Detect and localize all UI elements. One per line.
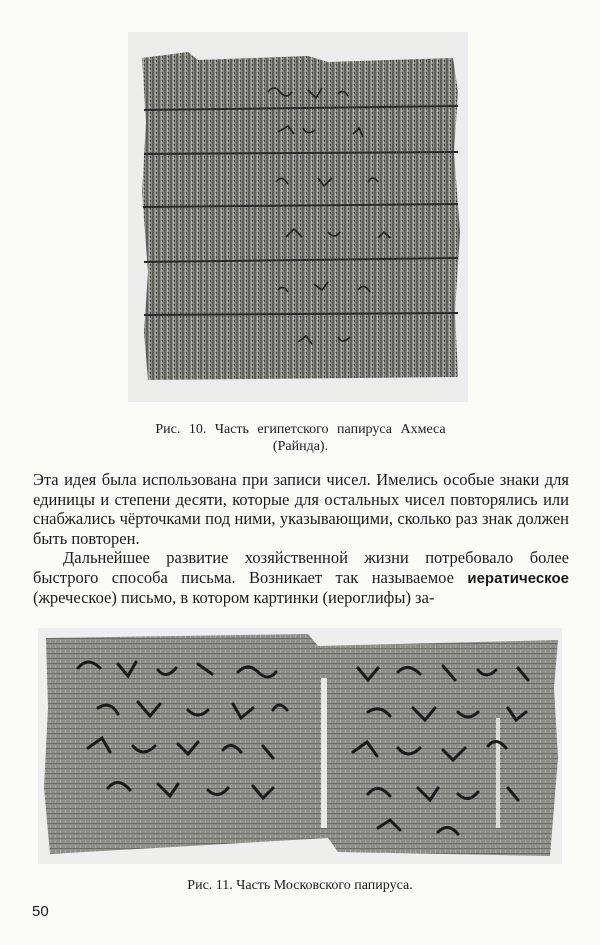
term-hieratic: иератическое xyxy=(467,569,569,587)
paragraph-1: Эта идея была использована при записи чисел. Имелись особые знаки для единицы и степени десяти, которые для остальных чисел повторялись или снабжались чёрточками под ними, указывающими, сколько раз знак должен быть повторен. xyxy=(33,470,569,548)
caption-line-2: (Райнда). xyxy=(272,439,329,454)
page-number: 50 xyxy=(32,903,49,920)
figure-11-caption: Рис. 11. Часть Московского папируса. xyxy=(187,878,413,893)
paragraph-2-start: Дальнейшее развитие хозяйственной жизни потребовало более быстрого способа письма. Возникает так называемое xyxy=(33,548,569,587)
moscow-papyrus-photo xyxy=(38,628,562,864)
rhind-papyrus-photo xyxy=(128,32,468,402)
caption-line-1: Рис. 10. Часть египетского папируса Ахмеса xyxy=(155,422,446,437)
figure-10-caption xyxy=(128,421,473,455)
body-text xyxy=(33,470,569,608)
paragraph-2-end: (жреческое) письмо, в котором картинки (иероглифы) за- xyxy=(33,588,435,607)
paragraph-2 xyxy=(33,548,569,608)
